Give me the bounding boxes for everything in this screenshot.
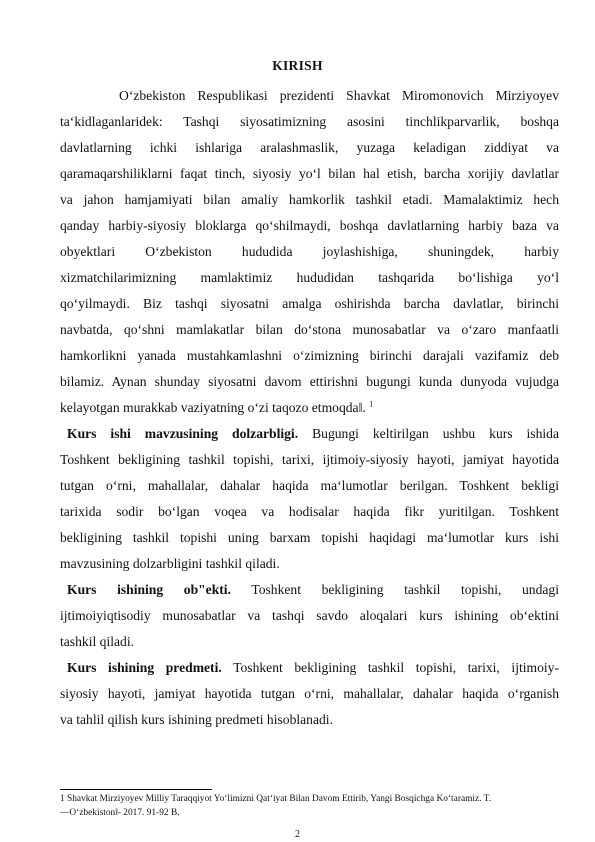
footnote-reference: 1 — [369, 399, 374, 409]
p4-line: va tahlil qilish kurs ishining predmeti hisoblanadi. — [60, 712, 333, 727]
p3-first-text: Toshkent bekligining tashkil topishi, undagi — [251, 582, 559, 597]
p2-line — [67, 423, 559, 445]
p2-line: Toshkent bekligining tashkil topishi, tarixi, ijtimoiy-siyosiy hayoti, jamiyat hayotida — [60, 452, 559, 467]
p2-line: tarixida sodir bo‘lgan voqea va hodisalar haqida fikr yuritilgan. Toshkent — [60, 504, 559, 519]
p2-first-text: Bugungi keltirilgan ushbu kurs ishida — [312, 426, 559, 441]
p1-line: obyektlari O‘zbekiston hududida joylashishiga, shuningdek, harbiy — [60, 244, 559, 259]
p2-heading: Kurs ishi mavzusining dolzarbligi. — [67, 426, 299, 441]
p4-line — [67, 657, 559, 679]
p1-line: qanday harbiy-siyosiy bloklarga qo‘shilmaydi, boshqa davlatlarning harbiy baza va — [60, 218, 559, 233]
p1-line: hamkorlikni yanada mustahkamlashni o‘zimizning birinchi darajali vazifamiz deb — [60, 348, 559, 363]
p2-line: bekligining tashkil topishi uning barxam topishi haqidagi ma‘lumotlar kurs ishi — [60, 530, 559, 545]
p3-line — [67, 579, 559, 601]
p3-heading: Kurs ishining ob"ekti. — [67, 582, 231, 597]
p1-line: va jahon hamjamiyati bilan amaliy hamkorlik tashkil etadi. Mamalaktimiz hech — [60, 192, 559, 207]
page-title: KIRISH — [272, 58, 323, 73]
footnote-line: ―O‘zbekiston‖- 2017. 91-92 B. — [60, 808, 180, 818]
p2-line: tutgan o‘rni, mahallalar, dahalar haqida ma‘lumotlar berilgan. Toshkent bekligi — [60, 478, 559, 493]
p1-line: bilamiz. Aynan shunday siyosatni davom ettirishni bugungi kunda dunyoda vujudga — [60, 374, 559, 389]
page-number: 2 — [295, 829, 300, 840]
p1-line: ta‘kidlaganlaridek: Tashqi siyosatimizning asosini tinchlikparvarlik, boshqa — [60, 114, 559, 129]
p4-first-text: Toshkent bekligining tashkil topishi, tarixi, ijtimoiy- — [233, 660, 559, 675]
p1-line: qo‘yilmaydi. Biz tashqi siyosatni amalga oshirishda barcha davlatlar, birinchi — [60, 296, 559, 311]
p1-line: O‘zbekiston Respublikasi prezidenti Shavkat Miromonovich Mirziyoyev — [119, 88, 559, 103]
p4-line: siyosiy hayoti, jamiyat hayotida tutgan o‘rni, mahallalar, dahalar haqida o‘rganish — [60, 686, 559, 701]
p1-line: qaramaqarshiliklarni faqat tinch, siyosiy yo‘l bilan hal etish, barcha xorijiy davlatlar — [60, 166, 559, 181]
p1-line: xizmatchilarimizning mamlaktimiz hududidan tashqarida bo‘lishiga yo‘l — [60, 270, 559, 285]
p1-line: navbatda, qo‘shni mamlakatlar bilan do‘stona munosabatlar va o‘zaro manfaatli — [60, 322, 559, 337]
p3-line: tashkil qiladi. — [60, 634, 135, 649]
p2-line: mavzusining dolzarbligini tashkil qiladi. — [60, 556, 280, 571]
p4-heading: Kurs ishining predmeti. — [67, 660, 222, 675]
p1-line — [60, 397, 559, 419]
p3-line: ijtimoiyiqtisodiy munosabatlar va tashqi savdo aloqalari kurs ishining ob‘ektini — [60, 608, 559, 623]
p1-last-text: kelayotgan murakkab vaziyatning o‘zi taqozo etmoqda‖. — [60, 400, 366, 415]
footnote-line: 1 Shavkat Mirziyoyev Milliy Taraqqiyot Yo‘limizni Qat‘iyat Bilan Davom Ettirib, Yangi Bosqichga Ko‘taramiz. T. — [60, 794, 492, 804]
p1-line: davlatlarning ichki ishlariga aralashmaslik, yuzaga keladigan ziddiyat va — [60, 140, 559, 155]
footnote-divider — [60, 789, 212, 790]
